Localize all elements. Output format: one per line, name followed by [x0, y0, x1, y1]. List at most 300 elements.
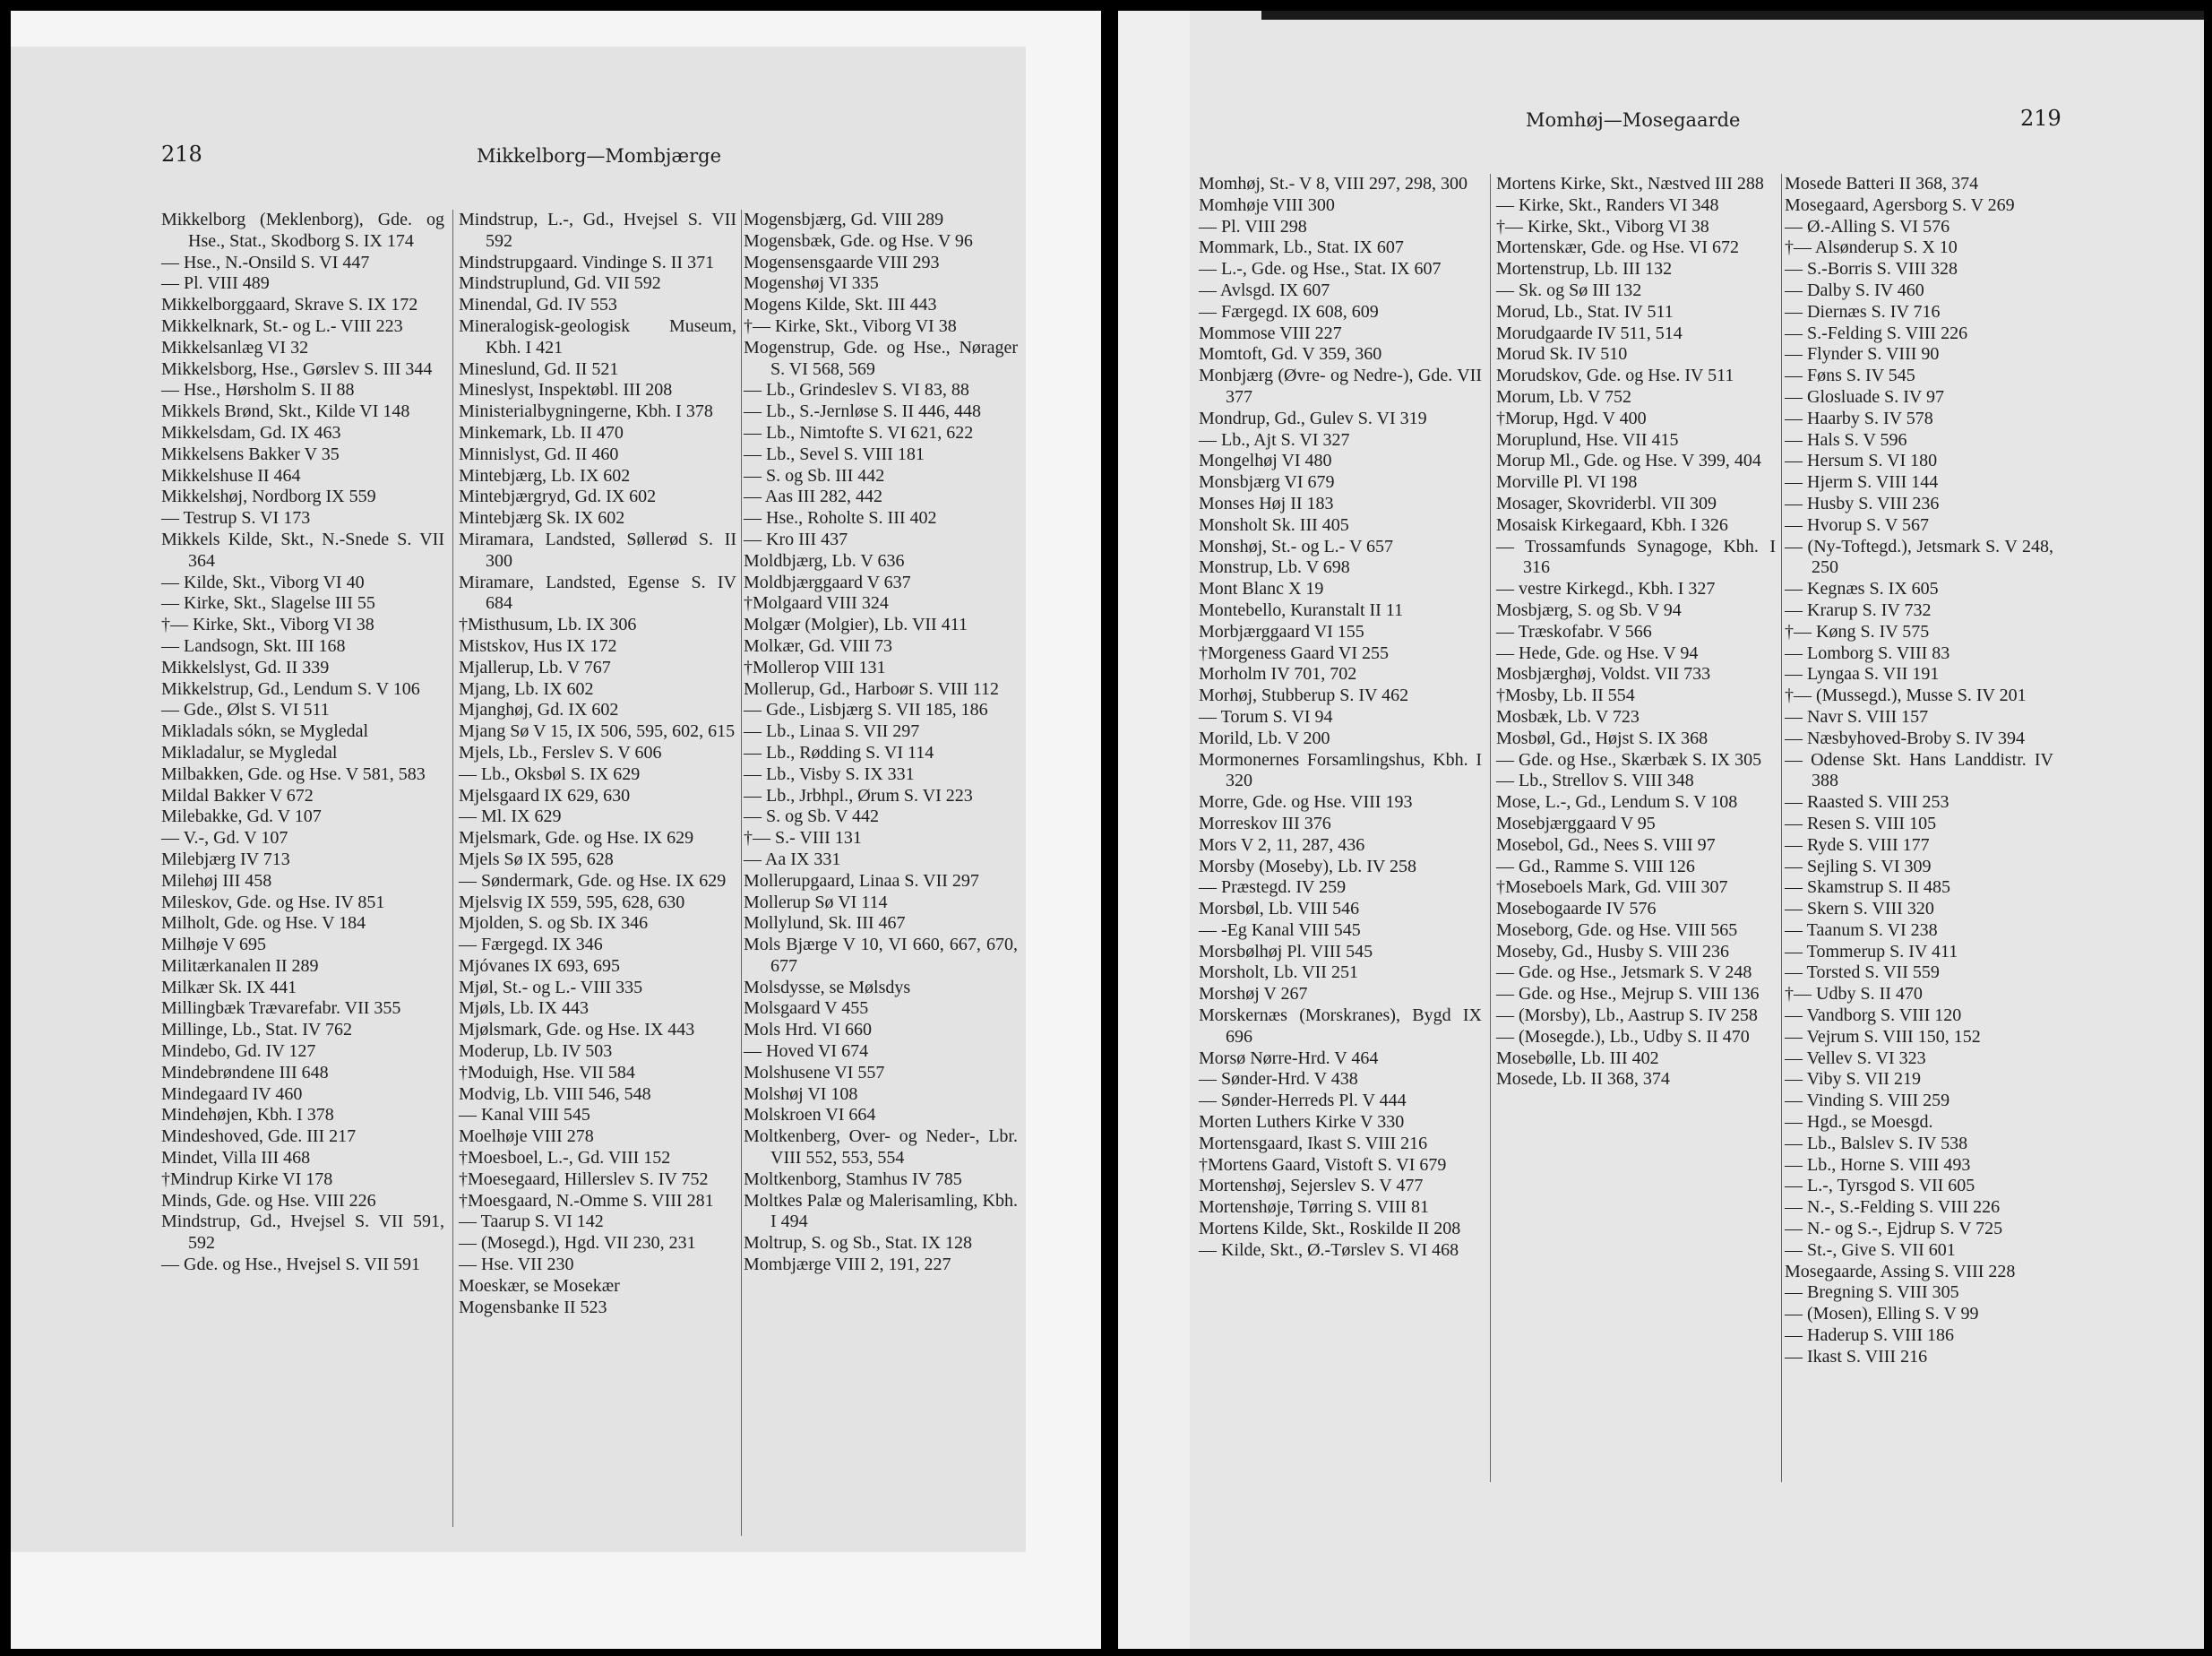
- index-entry: †Molgaard VIII 324: [744, 593, 889, 614]
- index-entry: Morsbøl, Lb. VIII 546: [1199, 899, 1360, 919]
- index-entry: †— Køng S. IV 575: [1785, 621, 1930, 642]
- index-entry: — Trossamfunds Synagoge, Kbh. I 316: [1496, 536, 1776, 578]
- index-entry: †— Udby S. II 470: [1785, 984, 1923, 1005]
- index-entry: — Gde. og Hse., Skærbæk S. IX 305: [1496, 749, 1762, 770]
- right-page-number: 219: [2020, 106, 2061, 131]
- index-entry: — S. og Sb. V 442: [744, 806, 879, 827]
- index-entry: — L.-, Gde. og Hse., Stat. IX 607: [1199, 259, 1442, 280]
- index-entry: †Moseboels Mark, Gd. VIII 307: [1496, 877, 1728, 898]
- index-entry: Mosebølle, Lb. III 402: [1496, 1048, 1659, 1068]
- index-entry: — Lb., Jrbhpl., Ørum S. VI 223: [744, 785, 973, 806]
- index-entry: Morshøj V 267: [1199, 984, 1308, 1005]
- index-entry: Mogens Kilde, Skt. III 443: [744, 295, 937, 315]
- index-entry: Mollerup, Gd., Harboør S. VIII 112: [744, 678, 999, 699]
- index-entry: — V.-, Gd. V 107: [161, 828, 288, 849]
- index-entry: Mortens Kilde, Skt., Roskilde II 208: [1199, 1219, 1461, 1239]
- index-entry: — Ikast S. VIII 216: [1785, 1346, 1928, 1367]
- index-entry: Modvig, Lb. VIII 546, 548: [459, 1083, 651, 1104]
- index-entry: Milbakken, Gde. og Hse. V 581, 583: [161, 763, 426, 784]
- index-entry: — (Mosen), Elling S. V 99: [1785, 1304, 1979, 1324]
- index-entry: — Lb., Strellov S. VIII 348: [1496, 771, 1694, 791]
- index-entry: Morum, Lb. V 752: [1496, 386, 1631, 407]
- index-entry: Mindstrup, L.-, Gd., Hvejsel S. VII 592: [459, 210, 736, 251]
- index-entry: Moltkenborg, Stamhus IV 785: [744, 1169, 962, 1189]
- index-entry: Mogensbanke II 523: [459, 1297, 607, 1317]
- index-entry: †Mollerop VIII 131: [744, 657, 886, 677]
- index-entry: — Husby S. VIII 236: [1785, 493, 1940, 513]
- index-entry: — Lb., Oksbøl S. IX 629: [459, 763, 641, 784]
- index-entry: Momtoft, Gd. V 359, 360: [1199, 344, 1382, 365]
- index-entry: Momhøj, St.- V 8, VIII 297, 298, 300: [1199, 174, 1468, 194]
- index-entry: — (Mosegd.), Hgd. VII 230, 231: [459, 1233, 696, 1254]
- index-entry: Morskernæs (Morskranes), Bygd IX 696: [1199, 1005, 1482, 1047]
- index-entry: †Misthusum, Lb. IX 306: [459, 615, 637, 635]
- index-entry: Mikkels Brønd, Skt., Kilde VI 148: [161, 401, 410, 422]
- index-entry: Milehøj III 458: [161, 870, 272, 891]
- index-entry: Mindebo, Gd. IV 127: [161, 1041, 316, 1062]
- right-page: [1118, 11, 2204, 1649]
- left-page-scan: [11, 47, 1026, 1552]
- index-entry: Morbjærggaard VI 155: [1199, 621, 1364, 642]
- index-entry: — Avlsgd. IX 607: [1199, 280, 1330, 300]
- index-entry: Mindegaard IV 460: [161, 1083, 303, 1104]
- index-entry: — Haderup S. VIII 186: [1785, 1325, 1955, 1346]
- index-entry: — Lb., Rødding S. VI 114: [744, 742, 934, 763]
- index-entry: — Krarup S. IV 732: [1785, 599, 1932, 620]
- index-entry: — Kilde, Skt., Ø.-Tørslev S. VI 468: [1199, 1239, 1459, 1260]
- index-entry: Mollylund, Sk. III 467: [744, 913, 906, 934]
- index-entry: — Pl. VIII 298: [1199, 216, 1307, 237]
- index-entry: Monstrup, Lb. V 698: [1199, 557, 1350, 578]
- index-entry: Morsby (Moseby), Lb. IV 258: [1199, 856, 1416, 876]
- index-entry: — Gde. og Hse., Hvejsel S. VII 591: [161, 1255, 421, 1275]
- index-entry: — Kanal VIII 545: [459, 1105, 590, 1126]
- index-entry: †Moduigh, Hse. VII 584: [459, 1062, 635, 1082]
- index-entry: — Kegnæs S. IX 605: [1785, 579, 1939, 599]
- index-entry: — S.-Felding S. VIII 226: [1785, 323, 1968, 343]
- index-entry: — Landsogn, Skt. III 168: [161, 635, 346, 656]
- index-entry: — Hals S. V 596: [1785, 429, 1907, 450]
- index-entry: Mjelsvig IX 559, 595, 628, 630: [459, 892, 685, 912]
- index-entry: †Mortens Gaard, Vistoft S. VI 679: [1199, 1154, 1447, 1175]
- right-column-rule-2: [1781, 174, 1782, 1482]
- index-entry: — Vejrum S. VIII 150, 152: [1785, 1026, 1981, 1047]
- right-running-head: Momhøj—Mosegaarde: [1526, 109, 1741, 131]
- index-entry: Mosebol, Gd., Nees S. VIII 97: [1496, 834, 1716, 855]
- index-entry: Molgær (Molgier), Lb. VII 411: [744, 615, 968, 635]
- index-entry: Mildal Bakker V 672: [161, 785, 314, 806]
- index-entry: Mjóvanes IX 693, 695: [459, 955, 620, 976]
- index-entry: Minendal, Gd. IV 553: [459, 295, 617, 315]
- index-entry: †Morup, Hgd. V 400: [1496, 408, 1647, 428]
- index-entry: — Færgegd. IX 346: [459, 935, 603, 955]
- index-entry: Mindeshoved, Gde. III 217: [161, 1126, 357, 1147]
- index-entry: Moeskær, se Mosekær: [459, 1275, 620, 1296]
- index-entry: Mosaisk Kirkegaard, Kbh. I 326: [1496, 514, 1728, 535]
- index-entry: Mogensbæk, Gde. og Hse. V 96: [744, 230, 973, 251]
- index-entry: Morsholt, Lb. VII 251: [1199, 962, 1358, 983]
- index-entry: — Flynder S. VIII 90: [1785, 344, 1940, 365]
- index-entry: Morhøj, Stubberup S. IV 462: [1199, 686, 1409, 706]
- index-entry: — Vellev S. VI 323: [1785, 1048, 1926, 1068]
- index-entry: — Taanum S. VI 238: [1785, 919, 1938, 940]
- index-entry: — Lomborg S. VIII 83: [1785, 643, 1950, 663]
- right-column-rule-1: [1490, 174, 1491, 1482]
- index-entry: — Hersum S. VI 180: [1785, 451, 1938, 471]
- index-entry: Mont Blanc X 19: [1199, 579, 1324, 599]
- index-entry: Mineslund, Gd. II 521: [459, 358, 619, 379]
- index-entry: — Vandborg S. VIII 120: [1785, 1005, 1962, 1026]
- index-entry: Mjelsmark, Gde. og Hse. IX 629: [459, 828, 694, 849]
- index-entry: Mikkelsborg, Hse., Gørslev S. III 344: [161, 358, 433, 379]
- index-entry: Monses Høj II 183: [1199, 493, 1334, 513]
- index-entry: Mikkelsanlæg VI 32: [161, 337, 309, 358]
- index-entry: Mikkelshøj, Nordborg IX 559: [161, 487, 376, 507]
- index-entry: Mogensbjærg, Gd. VIII 289: [744, 210, 944, 229]
- index-entry: — Testrup S. VI 173: [161, 508, 311, 529]
- index-entry: Mortenstrup, Lb. III 132: [1496, 259, 1673, 280]
- index-entry: — Præstegd. IV 259: [1199, 877, 1347, 898]
- index-entry: Morup Ml., Gde. og Hse. V 399, 404: [1496, 451, 1761, 471]
- right-page-top-edge: [1261, 11, 2204, 20]
- index-entry: — Skern S. VIII 320: [1785, 899, 1934, 919]
- index-entry: Mjolden, S. og Sb. IX 346: [459, 913, 649, 934]
- index-entry: — Vinding S. VIII 259: [1785, 1091, 1950, 1111]
- index-entry: Morville Pl. VI 198: [1496, 472, 1638, 493]
- index-entry: Moltrup, S. og Sb., Stat. IX 128: [744, 1233, 973, 1254]
- index-entry: Moderup, Lb. IV 503: [459, 1041, 613, 1062]
- index-entry: Molsdysse, se Mølsdys: [744, 977, 911, 997]
- index-entry: Mortensgaard, Ikast S. VIII 216: [1199, 1133, 1428, 1153]
- index-entry: — Pl. VIII 489: [161, 273, 270, 294]
- index-entry: Mosebogaarde IV 576: [1496, 899, 1657, 919]
- index-entry: Mjallerup, Lb. V 767: [459, 657, 611, 677]
- index-entry: Mols Hrd. VI 660: [744, 1020, 872, 1040]
- index-entry: Mikkelknark, St.- og L.- VIII 223: [161, 315, 403, 336]
- index-entry: — Hse., N.-Onsild S. VI 447: [161, 252, 370, 272]
- left-column-1: [161, 210, 444, 1276]
- index-entry: — Hse., Roholte S. III 402: [744, 508, 937, 529]
- index-entry: — Lb., Nimtofte S. VI 621, 622: [744, 422, 974, 443]
- index-entry: — Hjerm S. VIII 144: [1785, 472, 1939, 493]
- index-entry: Momhøje VIII 300: [1199, 194, 1335, 215]
- index-entry: Minnislyst, Gd. II 460: [459, 444, 619, 464]
- index-entry: †Moesboel, L.-, Gd. VIII 152: [459, 1148, 671, 1169]
- index-entry: Milkær Sk. IX 441: [161, 977, 297, 997]
- index-entry: — Ml. IX 629: [459, 806, 562, 827]
- index-entry: — Næsbyhoved-Broby S. IV 394: [1785, 728, 2025, 748]
- index-entry: — Haarby S. IV 578: [1785, 408, 1933, 428]
- index-entry: — N.-, S.-Felding S. VIII 226: [1785, 1197, 2001, 1218]
- index-entry: — (Mosegde.), Lb., Udby S. II 470: [1496, 1026, 1750, 1047]
- index-entry: — Navr S. VIII 157: [1785, 706, 1929, 727]
- index-entry: Morudskov, Gde. og Hse. IV 511: [1496, 366, 1734, 386]
- index-entry: Morre, Gde. og Hse. VIII 193: [1199, 792, 1413, 813]
- index-entry: — Lyngaa S. VII 191: [1785, 664, 1940, 685]
- index-entry: — Træskofabr. V 566: [1496, 621, 1652, 642]
- index-entry: Morsbølhøj Pl. VIII 545: [1199, 941, 1373, 962]
- index-entry: Mogenstrup, Gde. og Hse., Nørager S. VI 568, 569: [744, 337, 1018, 379]
- index-entry: — Odense Skt. Hans Landdistr. IV 388: [1785, 749, 2053, 791]
- index-entry: — Kro III 437: [744, 529, 848, 549]
- index-entry: — Glosluade S. IV 97: [1785, 386, 1944, 407]
- index-entry: Moseborg, Gde. og Hse. VIII 565: [1496, 919, 1738, 940]
- index-entry: Mintebjærg Sk. IX 602: [459, 508, 625, 529]
- index-entry: Mistskov, Hus IX 172: [459, 635, 617, 656]
- index-entry: — Hse., Hørsholm S. II 88: [161, 380, 355, 401]
- index-entry: — Færgegd. IX 608, 609: [1199, 301, 1379, 322]
- index-entry: Moltkenberg, Over- og Neder-, Lbr. VIII 552, 553, 554: [744, 1126, 1018, 1169]
- index-entry: Morreskov III 376: [1199, 813, 1331, 833]
- left-column-rule-2: [741, 210, 742, 1536]
- index-entry: — Føns S. IV 545: [1785, 366, 1915, 386]
- index-entry: Moelhøje VIII 278: [459, 1126, 594, 1147]
- index-entry: †Mindrup Kirke VI 178: [161, 1169, 333, 1189]
- index-entry: Mogenshøj VI 335: [744, 273, 879, 294]
- index-entry: — Lb., Linaa S. VII 297: [744, 721, 920, 742]
- left-column-2: [459, 210, 736, 1318]
- right-column-1: [1199, 174, 1482, 1262]
- index-entry: Mosbjærg, S. og Sb. V 94: [1496, 599, 1682, 620]
- index-entry: Mjelsgaard IX 629, 630: [459, 785, 631, 806]
- index-entry: †Morgeness Gaard VI 255: [1199, 643, 1390, 663]
- index-entry: Mjels, Lb., Ferslev S. V 606: [459, 742, 662, 763]
- index-entry: Mintebjærgryd, Gd. IX 602: [459, 487, 657, 507]
- index-entry: — Torsted S. VII 559: [1785, 962, 1940, 983]
- index-entry: — Lb., Sevel S. VIII 181: [744, 444, 925, 464]
- index-entry: Mjang, Lb. IX 602: [459, 678, 594, 699]
- index-entry: Mosbjærghøj, Voldst. VII 733: [1496, 664, 1711, 685]
- index-entry: Mosager, Skovriderbl. VII 309: [1496, 493, 1717, 513]
- index-entry: Mindstrupgaard. Vindinge S. II 371: [459, 252, 715, 272]
- index-entry: — Dalby S. IV 460: [1785, 280, 1924, 300]
- index-entry: — N.- og S.-, Ejdrup S. V 725: [1785, 1219, 2003, 1239]
- left-column-3: [744, 210, 1018, 1276]
- index-entry: †— Kirke, Skt., Viborg VI 38: [161, 615, 374, 635]
- index-entry: Mineslyst, Inspektøbl. III 208: [459, 380, 673, 401]
- left-page-number: 218: [161, 142, 202, 167]
- index-entry: — Ø.-Alling S. VI 576: [1785, 216, 1950, 237]
- index-entry: Molshusene VI 557: [744, 1062, 885, 1082]
- index-entry: Moseby, Gd., Husby S. VIII 236: [1496, 941, 1729, 962]
- index-entry: Moldbjærg, Lb. V 636: [744, 550, 905, 571]
- index-entry: Moruplund, Hse. VII 415: [1496, 429, 1679, 450]
- index-entry: Morsø Nørre-Hrd. V 464: [1199, 1048, 1379, 1068]
- index-entry: Morudgaarde IV 511, 514: [1496, 323, 1683, 343]
- index-entry: Mose, L.-, Gd., Lendum S. V 108: [1496, 792, 1738, 813]
- right-column-3: [1785, 174, 2053, 1368]
- index-entry: Milholt, Gde. og Hse. V 184: [161, 913, 366, 934]
- index-entry: Minkemark, Lb. II 470: [459, 422, 624, 443]
- index-entry: Mosbøl, Gd., Højst S. IX 368: [1496, 728, 1708, 748]
- index-entry: †Moesgaard, N.-Omme S. VIII 281: [459, 1190, 714, 1211]
- index-entry: — Hse. VII 230: [459, 1255, 574, 1275]
- index-entry: Monbjærg (Øvre- og Nedre-), Gde. VII 377: [1199, 366, 1482, 407]
- index-entry: Miramare, Landsted, Egense S. IV 684: [459, 572, 736, 614]
- index-entry: Millingbæk Trævarefabr. VII 355: [161, 998, 401, 1019]
- index-entry: Mindstruplund, Gd. VII 592: [459, 273, 661, 294]
- index-entry: Moldbjærggaard V 637: [744, 572, 911, 592]
- index-entry: †— Alsønderup S. X 10: [1785, 237, 1958, 258]
- index-entry: — Sønder-Herreds Pl. V 444: [1199, 1091, 1407, 1111]
- index-entry: Montebello, Kuranstalt II 11: [1199, 599, 1404, 620]
- index-entry: †Moesegaard, Hillerslev S. IV 752: [459, 1169, 709, 1189]
- index-entry: Ministerialbygningerne, Kbh. I 378: [459, 401, 713, 422]
- index-entry: — Lb., Grindeslev S. VI 83, 88: [744, 380, 969, 401]
- index-entry: Mortenskær, Gde. og Hse. VI 672: [1496, 237, 1740, 258]
- index-entry: Milebjærg IV 713: [161, 849, 290, 869]
- index-entry: Millinge, Lb., Stat. IV 762: [161, 1020, 352, 1040]
- index-entry: Mormonernes Forsamlingshus, Kbh. I 320: [1199, 749, 1482, 791]
- index-entry: — Søndermark, Gde. og Hse. IX 629: [459, 870, 727, 891]
- index-entry: — Hoved VI 674: [744, 1041, 869, 1062]
- index-entry: Mongelhøj VI 480: [1199, 451, 1332, 471]
- index-entry: Mondrup, Gd., Gulev S. VI 319: [1199, 408, 1427, 428]
- index-entry: Mogensensgaarde VIII 293: [744, 252, 940, 272]
- index-entry: — Ryde S. VIII 177: [1785, 834, 1930, 855]
- index-entry: — Hgd., se Moesgd.: [1785, 1112, 1933, 1133]
- right-column-2: [1496, 174, 1776, 1091]
- index-entry: Mikkelsens Bakker V 35: [161, 444, 340, 464]
- index-entry: — (Ny-Toftegd.), Jetsmark S. V 248, 250: [1785, 536, 2053, 578]
- index-entry: Mjøl, St.- og L.- VIII 335: [459, 977, 643, 997]
- index-entry: Mjølsmark, Gde. og Hse. IX 443: [459, 1020, 695, 1040]
- index-entry: — Lb., Balslev S. IV 538: [1785, 1133, 1968, 1153]
- left-column-rule-1: [452, 210, 453, 1527]
- index-entry: †— Kirke, Skt., Viborg VI 38: [1496, 216, 1709, 237]
- index-entry: Milhøje V 695: [161, 935, 267, 955]
- index-entry: †— S.- VIII 131: [744, 828, 862, 849]
- index-entry: Mosegaard, Agersborg S. V 269: [1785, 194, 2015, 215]
- index-entry: — Hvorup S. V 567: [1785, 514, 1929, 535]
- index-entry: Mikkelborg (Meklenborg), Gde. og Hse., Stat., Skodborg S. IX 174: [161, 210, 444, 251]
- index-entry: — (Morsby), Lb., Aastrup S. IV 258: [1496, 1005, 1758, 1026]
- index-entry: — Kirke, Skt., Randers VI 348: [1496, 194, 1719, 215]
- index-entry: Morud, Lb., Stat. IV 511: [1496, 301, 1674, 322]
- index-entry: Mombjærge VIII 2, 191, 227: [744, 1255, 951, 1275]
- index-entry: — Sønder-Hrd. V 438: [1199, 1069, 1358, 1090]
- index-entry: — Kilde, Skt., Viborg VI 40: [161, 572, 365, 592]
- index-entry: Mosede Batteri II 368, 374: [1785, 174, 1979, 194]
- index-entry: — S.-Borris S. VIII 328: [1785, 259, 1958, 280]
- index-entry: Mikkels Kilde, Skt., N.-Snede S. VII 364: [161, 529, 444, 571]
- index-entry: Mjøls, Lb. IX 443: [459, 998, 589, 1019]
- index-entry: Minds, Gde. og Hse. VIII 226: [161, 1190, 376, 1211]
- index-entry: Mikladalur, se Mygledal: [161, 742, 338, 763]
- index-entry: Molshøj VI 108: [744, 1083, 858, 1104]
- index-entry: †Mosby, Lb. II 554: [1496, 686, 1635, 706]
- index-entry: Monshøj, St.- og L.- V 657: [1199, 536, 1394, 556]
- index-entry: Morud Sk. IV 510: [1496, 344, 1628, 365]
- index-entry: Morild, Lb. V 200: [1199, 728, 1330, 748]
- index-entry: — Aas III 282, 442: [744, 487, 882, 507]
- index-entry: — vestre Kirkegd., Kbh. I 327: [1496, 579, 1716, 599]
- index-entry: Mjanghøj, Gd. IX 602: [459, 700, 619, 720]
- index-entry: Molkær, Gd. VIII 73: [744, 635, 893, 656]
- index-entry: — St.-, Give S. VII 601: [1785, 1239, 1956, 1260]
- index-entry: Mollerupgaard, Linaa S. VII 297: [744, 870, 979, 891]
- index-entry: Mosede, Lb. II 368, 374: [1496, 1069, 1670, 1090]
- index-entry: Molskroen VI 664: [744, 1105, 876, 1126]
- index-entry: Mindebrøndene III 648: [161, 1062, 329, 1082]
- index-entry: Mintebjærg, Lb. IX 602: [459, 465, 631, 486]
- index-entry: Mikkelshuse II 464: [161, 465, 301, 486]
- index-entry: — Aa IX 331: [744, 849, 841, 869]
- left-page: [11, 11, 1101, 1649]
- index-entry: — Viby S. VII 219: [1785, 1069, 1921, 1090]
- index-entry: — Diernæs S. IV 716: [1785, 301, 1941, 322]
- index-entry: — Hede, Gde. og Hse. V 94: [1496, 643, 1699, 663]
- index-entry: — -Eg Kanal VIII 545: [1199, 919, 1361, 940]
- index-entry: Mortenshøje, Tørring S. VIII 81: [1199, 1197, 1430, 1218]
- index-entry: Mikkelstrup, Gd., Lendum S. V 106: [161, 678, 420, 699]
- index-entry: — Bregning S. VIII 305: [1785, 1282, 1959, 1303]
- right-page-scan: [1190, 11, 2204, 1649]
- index-entry: — Raasted S. VIII 253: [1785, 792, 1949, 813]
- index-entry: †— Kirke, Skt., Viborg VI 38: [744, 315, 957, 336]
- index-entry: — Gde. og Hse., Jetsmark S. V 248: [1496, 962, 1752, 983]
- index-entry: Militærkanalen II 289: [161, 955, 319, 976]
- index-entry: Molsgaard V 455: [744, 998, 869, 1019]
- index-entry: Mortens Kirke, Skt., Næstved III 288: [1496, 174, 1764, 194]
- index-entry: — Sk. og Sø III 132: [1496, 280, 1642, 300]
- left-running-head: Mikkelborg—Mombjærge: [477, 145, 722, 167]
- index-entry: Mikkelslyst, Gd. II 339: [161, 657, 330, 677]
- index-entry: Mollerup Sø VI 114: [744, 892, 888, 912]
- index-entry: — Lb., Visby S. IX 331: [744, 763, 915, 784]
- index-entry: Mjang Sø V 15, IX 506, 595, 602, 615: [459, 721, 736, 742]
- index-entry: Morten Luthers Kirke V 330: [1199, 1112, 1405, 1133]
- index-entry: — Lb., Horne S. VIII 493: [1785, 1154, 1971, 1175]
- index-entry: — Gde. og Hse., Mejrup S. VIII 136: [1496, 984, 1760, 1005]
- index-entry: — S. og Sb. III 442: [744, 465, 885, 486]
- index-entry: Mosebjærggaard V 95: [1496, 813, 1656, 833]
- index-entry: — Gd., Ramme S. VIII 126: [1496, 856, 1695, 876]
- index-entry: †— (Mussegd.), Musse S. IV 201: [1785, 686, 2027, 706]
- index-entry: — Resen S. VIII 105: [1785, 813, 1937, 833]
- index-entry: Mors V 2, 11, 287, 436: [1199, 834, 1365, 855]
- index-entry: Morholm IV 701, 702: [1199, 664, 1357, 685]
- index-entry: Mommark, Lb., Stat. IX 607: [1199, 237, 1404, 258]
- index-entry: — Skamstrup S. II 485: [1785, 877, 1950, 898]
- index-entry: — Sejling S. VI 309: [1785, 856, 1932, 876]
- index-entry: — L.-, Tyrsgod S. VII 605: [1785, 1176, 1975, 1196]
- index-entry: Monsbjærg VI 679: [1199, 472, 1335, 493]
- index-entry: — Torum S. VI 94: [1199, 706, 1333, 727]
- index-entry: — Lb., Ajt S. VI 327: [1199, 429, 1350, 450]
- index-entry: Mineralogisk-geologisk Museum, Kbh. I 421: [459, 315, 736, 358]
- index-entry: Mols Bjærge V 10, VI 660, 667, 670, 677: [744, 935, 1018, 976]
- index-entry: Mikladals sókn, se Mygledal: [161, 721, 369, 742]
- index-entry: Mindet, Villa III 468: [161, 1148, 311, 1169]
- index-entry: Mjels Sø IX 595, 628: [459, 849, 614, 869]
- index-entry: Mindehøjen, Kbh. I 378: [161, 1105, 334, 1126]
- index-entry: Miramara, Landsted, Søllerød S. II 300: [459, 529, 736, 571]
- index-entry: Mileskov, Gde. og Hse. IV 851: [161, 892, 385, 912]
- index-entry: — Kirke, Skt., Slagelse III 55: [161, 593, 375, 614]
- index-entry: Mindstrup, Gd., Hvejsel S. VII 591, 592: [161, 1212, 444, 1254]
- index-entry: — Tommerup S. IV 411: [1785, 941, 1958, 962]
- index-entry: Mosbæk, Lb. V 723: [1496, 706, 1640, 727]
- index-entry: Mikkelsdam, Gd. IX 463: [161, 422, 341, 443]
- index-entry: Milebakke, Gd. V 107: [161, 806, 322, 827]
- index-entry: — Gde., Lisbjærg S. VII 185, 186: [744, 700, 988, 720]
- index-entry: — Gde., Ølst S. VI 511: [161, 700, 330, 720]
- index-entry: Mommose VIII 227: [1199, 323, 1342, 343]
- index-entry: Mosegaarde, Assing S. VIII 228: [1785, 1261, 2016, 1281]
- index-entry: Mortenshøj, Sejerslev S. V 477: [1199, 1176, 1424, 1196]
- index-entry: — Lb., S.-Jernløse S. II 446, 448: [744, 401, 981, 422]
